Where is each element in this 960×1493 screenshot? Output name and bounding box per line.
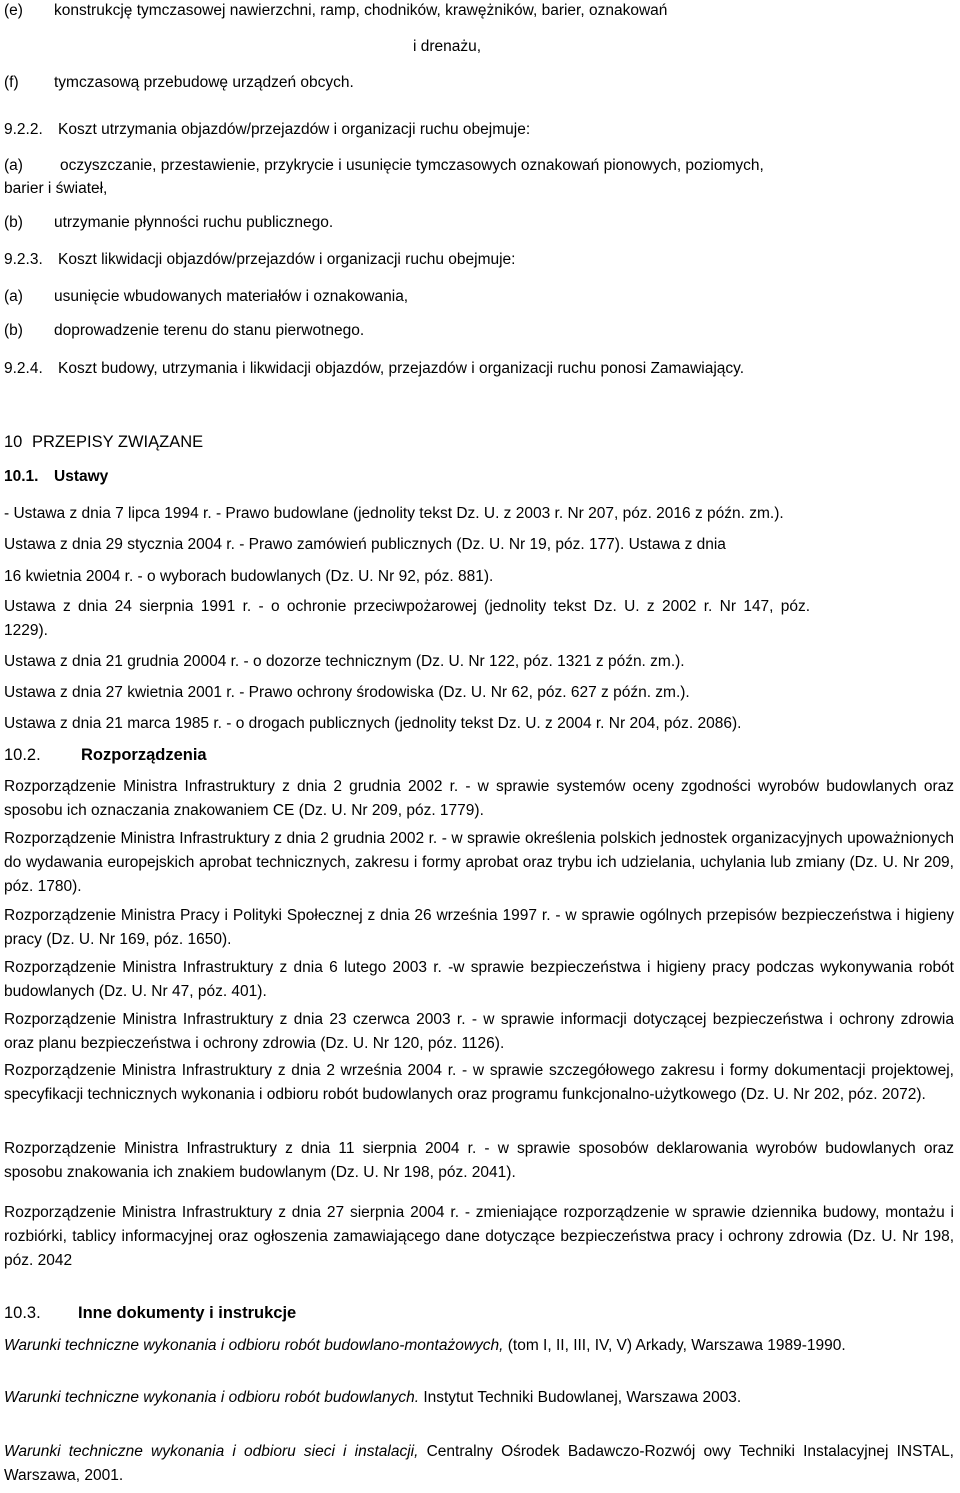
heading-title: Rozporządzenia xyxy=(81,746,207,764)
document-title: Warunki techniczne wykonania i odbioru robót budowlano-montażowych, xyxy=(4,1337,504,1354)
list-text: tymczasową przebudowę urządzeń obcych. xyxy=(54,74,354,91)
list-label: (e) xyxy=(4,2,23,19)
section-text: Koszt budowy, utrzymania i likwidacji objazdów, przejazdów i organizacji ruchu ponosi Zamawiający. xyxy=(58,360,745,377)
list-text: utrzymanie płynności ruchu publicznego. xyxy=(54,214,334,231)
law-line: 1229). xyxy=(4,622,48,639)
regulation-paragraph: Rozporządzenie Ministra Pracy i Polityki Społecznej z dnia 26 września 1997 r. - w sprawie ogólnych przepisów bezpieczeństwa i higieny pracy (Dz. U. Nr 169, póz. 1650). xyxy=(4,907,954,948)
heading-number: 10.1. xyxy=(4,468,39,485)
law-line: Ustawa z dnia 29 stycznia 2004 r. - Prawo zamówień publicznych (Dz. U. Nr 19, póz. 177). Ustawa z dnia xyxy=(4,536,726,553)
document-title: Warunki techniczne wykonania i odbioru sieci i instalacji, xyxy=(4,1443,419,1460)
law-line: Ustawa z dnia 24 sierpnia 1991 r. - o ochronie przeciwpożarowej (jednolity tekst Dz. U. z 2002 r. Nr 147, póz. xyxy=(4,598,811,615)
regulation-paragraph: Rozporządzenie Ministra Infrastruktury z dnia 23 czerwca 2003 r. - w sprawie informacji dotyczącej bezpieczeństwa i ochrony zdrowia oraz planu bezpieczeństwa i ochrony zdrowia (Dz. U. Nr 120, póz. 1126). xyxy=(4,1011,954,1052)
heading-number: 10 xyxy=(4,433,23,451)
list-label: (b) xyxy=(4,214,23,231)
document-entry xyxy=(4,1334,954,1358)
law-line: - Ustawa z dnia 7 lipca 1994 r. - Prawo budowlane (jednolity tekst Dz. U. z 2003 r. Nr 207, póz. 2016 z późn. zm.). xyxy=(4,505,784,522)
regulation-paragraph: Rozporządzenie Ministra Infrastruktury z dnia 2 grudnia 2002 r. - w sprawie systemów oceny zgodności wyrobów budowlanych oraz sposobu ich oznaczania znakowaniem CE (Dz. U. Nr 209, póz. 1779). xyxy=(4,778,954,819)
section-number: 9.2.3. xyxy=(4,251,43,268)
section-number: 9.2.2. xyxy=(4,121,43,138)
section-text: Koszt utrzymania objazdów/przejazdów i organizacji ruchu obejmuje: xyxy=(58,121,531,138)
document-details: Centralny Ośrodek Badawczo-Rozwój owy Techniki Instalacyjnej INSTAL, Warszawa, 2001. xyxy=(4,1443,954,1484)
list-label: (a) xyxy=(4,157,23,174)
heading-title: Inne dokumenty i instrukcje xyxy=(78,1304,297,1322)
list-item-a xyxy=(4,286,954,308)
list-item-a xyxy=(4,155,954,177)
document-details: (tom I, II, III, IV, V) Arkady, Warszawa 1989-1990. xyxy=(503,1337,846,1354)
section-9-2-2 xyxy=(4,119,954,141)
list-item-e xyxy=(4,0,954,22)
law-line: 16 kwietnia 2004 r. - o wyborach budowlanych (Dz. U. Nr 92, póz. 881). xyxy=(4,568,494,585)
heading-title: PRZEPISY ZWIĄZANE xyxy=(32,433,204,451)
section-number: 9.2.4. xyxy=(4,360,43,377)
list-label: (f) xyxy=(4,74,19,91)
list-text: konstrukcję tymczasowej nawierzchni, ramp, chodników, krawężników, barier, oznakowań xyxy=(54,2,668,19)
heading-10-2 xyxy=(4,744,954,766)
list-text: usunięcie wbudowanych materiałów i oznakowania, xyxy=(54,288,409,305)
law-line: Ustawa z dnia 21 grudnia 20004 r. - o dozorze technicznym (Dz. U. Nr 122, póz. 1321 z późn. zm.). xyxy=(4,653,685,670)
document-entry xyxy=(4,1386,954,1410)
heading-10 xyxy=(4,431,954,453)
regulation-paragraph: Rozporządzenie Ministra Infrastruktury z dnia 27 sierpnia 2004 r. - zmieniające rozporządzenie w sprawie dziennika budowy, montażu i rozbiórki, tablicy informacyjnej oraz ogłoszenia zamawiającego dane dotyczące bezpieczeństwa pracy i ochrony zdrowia (Dz. U. Nr 198, póz. 2042 xyxy=(4,1204,954,1269)
list-item-b xyxy=(4,320,954,342)
document-entry xyxy=(4,1440,954,1488)
list-item-b xyxy=(4,212,954,234)
heading-number: 10.3. xyxy=(4,1304,41,1322)
list-item-f xyxy=(4,72,954,94)
section-text: Koszt likwidacji objazdów/przejazdów i organizacji ruchu obejmuje: xyxy=(58,251,516,268)
regulation-paragraph: Rozporządzenie Ministra Infrastruktury z dnia 2 września 2004 r. - w sprawie szczegółowego zakresu i formy dokumentacji projektowej, specyfikacji technicznych wykonania i odbioru robót budowlanych oraz programu funkcjonalno-użytkowego (Dz. U. Nr 202, póz. 2072). xyxy=(4,1062,954,1103)
list-label: (a) xyxy=(4,288,23,305)
list-text: doprowadzenie terenu do stanu pierwotnego. xyxy=(54,322,365,339)
law-line: Ustawa z dnia 21 marca 1985 r. - o drogach publicznych (jednolity tekst Dz. U. z 2004 r. Nr 204, póz. 2086). xyxy=(4,715,742,732)
list-text: oczyszczanie, przestawienie, przykrycie i usunięcie tymczasowych oznakowań pionowych, poziomych, xyxy=(60,157,764,174)
heading-10-1 xyxy=(4,466,954,488)
document-details: Instytut Techniki Budowlanej, Warszawa 2003. xyxy=(419,1389,742,1406)
list-text: i drenażu, xyxy=(413,38,482,55)
heading-number: 10.2. xyxy=(4,746,41,764)
heading-title: Ustawy xyxy=(54,468,109,485)
regulation-paragraph: Rozporządzenie Ministra Infrastruktury z dnia 11 sierpnia 2004 r. - w sprawie sposobów deklarowania wyrobów budowlanych oraz sposobu znakowania ich znakiem budowlanym (Dz. U. Nr 198, póz. 2041). xyxy=(4,1140,954,1181)
document-title: Warunki techniczne wykonania i odbioru robót budowlanych. xyxy=(4,1389,420,1406)
list-item-continuation xyxy=(413,36,954,58)
section-9-2-3 xyxy=(4,249,954,271)
law-line: Ustawa z dnia 27 kwietnia 2001 r. - Prawo ochrony środowiska (Dz. U. Nr 62, póz. 627 z późn. zm.). xyxy=(4,684,690,701)
list-item-a-continuation xyxy=(4,178,954,200)
list-label: (b) xyxy=(4,322,23,339)
section-9-2-4 xyxy=(4,358,954,380)
regulation-paragraph: Rozporządzenie Ministra Infrastruktury z dnia 2 grudnia 2002 r. - w sprawie określenia polskich jednostek organizacyjnych upoważnionych do wydawania europejskich aprobat technicznych, zakresu i formy aprobat oraz trybu ich udzielania, uchylania lub zmiany (Dz. U. Nr 209, póz. 1780). xyxy=(4,830,954,895)
regulation-paragraph: Rozporządzenie Ministra Infrastruktury z dnia 6 lutego 2003 r. -w sprawie bezpieczeństwa i higieny pracy podczas wykonywania robót budowlanych (Dz. U. Nr 47, póz. 401). xyxy=(4,959,954,1000)
heading-10-3 xyxy=(4,1302,954,1324)
list-text: barier i świateł, xyxy=(4,180,108,197)
